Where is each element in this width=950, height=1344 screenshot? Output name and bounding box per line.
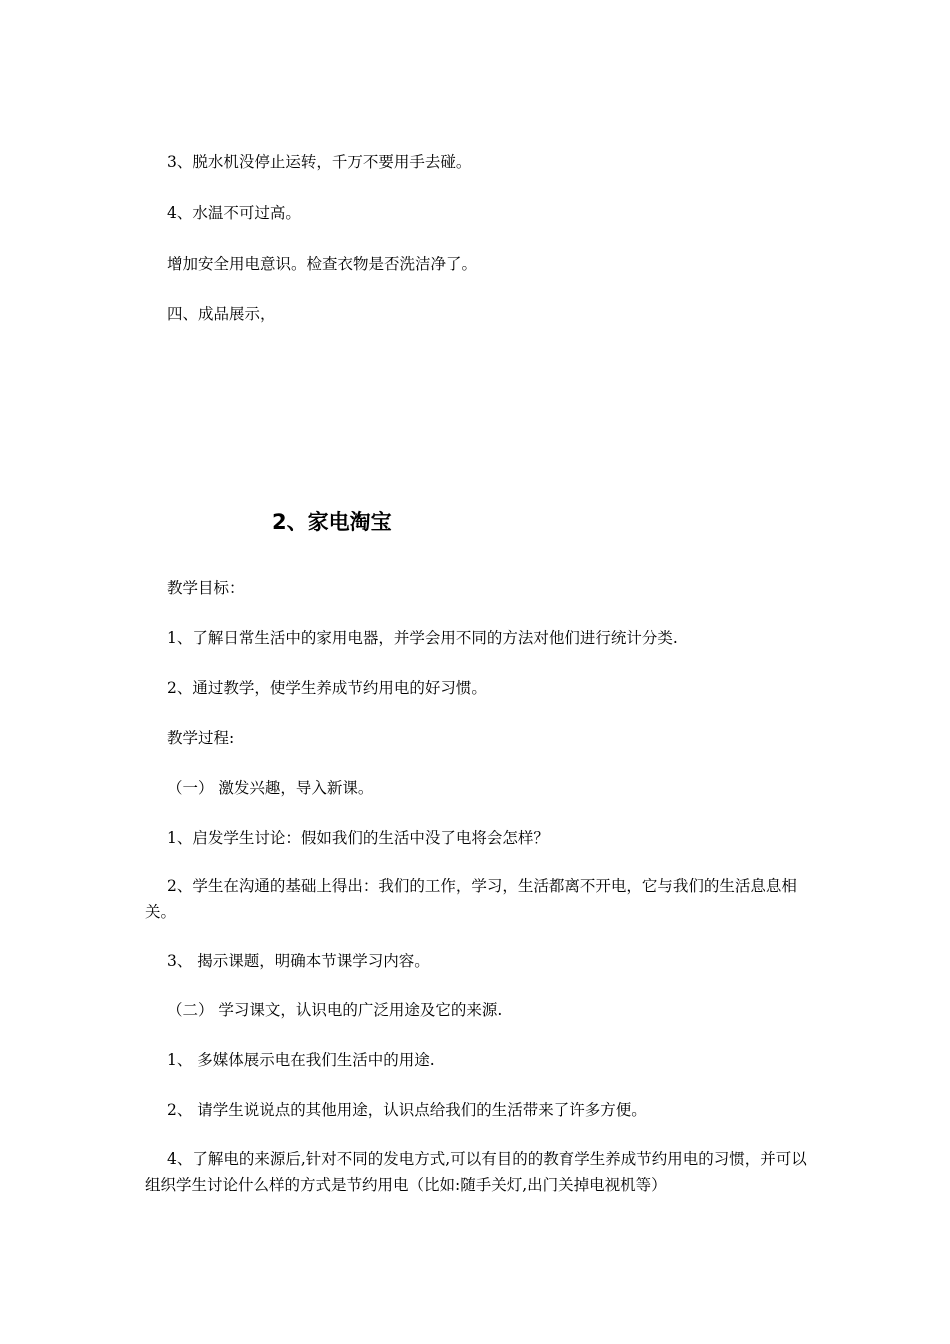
paragraph-safety-note: 增加安全用电意识。检查衣物是否洗洁净了。: [167, 255, 478, 273]
paragraph-teaching-process: 教学过程:: [167, 729, 235, 747]
paragraph-discussion: 1、启发学生讨论：假如我们的生活中没了电将会怎样？: [167, 829, 549, 847]
paragraph-step-3: 3、脱水机没停止运转，千万不要用手去碰。: [167, 153, 472, 171]
paragraph-conclusion: 2、学生在沟通的基础上得出：我们的工作，学习，生活都离不开电，它与我们的生活息息相关。: [145, 877, 797, 921]
paragraph-other-uses: 2、 请学生说说点的其他用途，认识点给我们的生活带来了许多方便。: [167, 1101, 647, 1119]
paragraph-part-1: （一） 激发兴趣，导入新课。: [167, 779, 374, 797]
paragraph-part-2: （二） 学习课文，认识电的广泛用途及它的来源.: [167, 1001, 503, 1019]
paragraph-reveal-topic: 3、 揭示课题，明确本节课学习内容。: [167, 952, 430, 970]
paragraph-product-show: 四、成品展示，: [167, 305, 276, 323]
paragraph-goal-2: 2、通过教学，使学生养成节约用电的好习惯。: [167, 679, 487, 697]
paragraph-step-4: 4、水温不可过高。: [167, 204, 301, 222]
paragraph-goal-1: 1、了解日常生活中的家用电器，并学会用不同的方法对他们进行统计分类.: [167, 629, 678, 647]
section-title: 2、家电淘宝: [272, 510, 392, 534]
paragraph-teaching-goals: 教学目标：: [167, 579, 245, 597]
paragraph-electricity-source: 4、了解电的来源后,针对不同的发电方式,可以有目的的教育学生养成节约用电的习惯，并可以组织学生讨论什么样的方式是节约用电（比如:随手关灯,出门关掉电视机等）: [145, 1150, 807, 1194]
paragraph-multimedia: 1、 多媒体展示电在我们生活中的用途.: [167, 1051, 435, 1069]
